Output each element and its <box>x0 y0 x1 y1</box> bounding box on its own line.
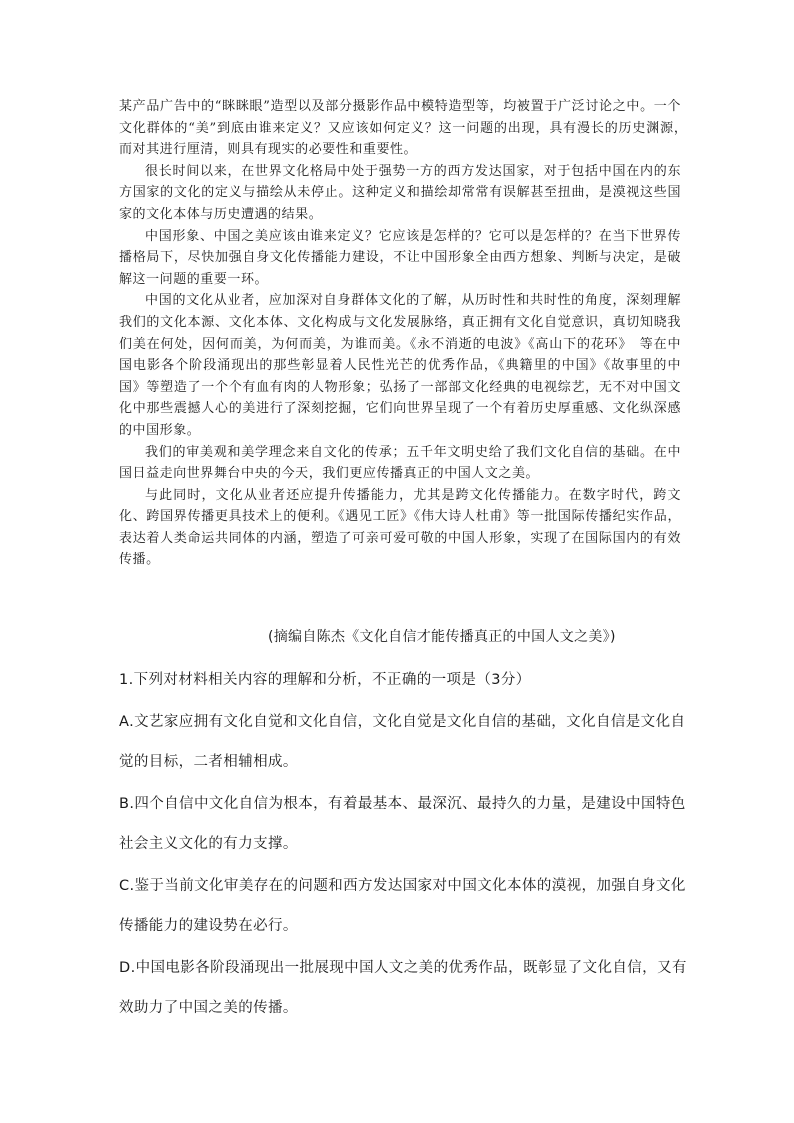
question-stem: 1.下列对材料相关内容的理解和分析，不正确的一项是（3分） <box>119 672 531 688</box>
answer-option-c: C.鉴于当前文化审美存在的问题和西方发达国家对中国文化本体的漠视，加强自身文化传播能力的建设势在必行。 <box>119 878 686 934</box>
passage-paragraph-2: 很长时间以来，在世界文化格局中处于强势一方的西方发达国家，对于包括中国在内的东方国家的文化的定义与描绘从未停止。这种定义和描绘却常常有误解甚至扭曲，是漠视这些国家的文化本体与历史遭遇的结果。 <box>119 163 681 222</box>
passage-paragraph-5: 我们的审美观和美学理念来自文化的传承；五千年文明史给了我们文化自信的基础。在中国日益走向世界舞台中央的今天，我们更应传播真正的中国人文之美。 <box>119 444 681 482</box>
answer-option-d: D.中国电影各阶段涌现出一批展现中国人文之美的优秀作品，既彰显了文化自信，又有效助力了中国之美的传播。 <box>119 960 687 1016</box>
passage-paragraph-4: 中国的文化从业者，应加深对自身群体文化的了解，从历时性和共时性的角度，深刻理解我们的文化本源、文化本体、文化构成与文化发展脉络，真正拥有文化自觉意识，真切知晓我们美在何处，因何而美，为何而美，为谁而美。《永不消逝的电波》《高山下的花环》 等在中国电影各个阶段涌现出的那些彰显着人民性光芒的优秀作品，《典籍里的中国》《故事里的中国》等塑造了一个个有血有肉的人物形象；弘扬了一部部文化经典的电视综艺，无不对中国文化中那些震撼人心的美进行了深刻挖掘，它们向世界呈现了一个有着历史厚重感、文化纵深感的中国形象。 <box>119 293 681 438</box>
passage-paragraph-3: 中国形象、中国之美应该由谁来定义？它应该是怎样的？它可以是怎样的？在当下世界传播格局下，尽快加强自身文化传播能力建设，不让中国形象全由西方想象、判断与决定，是破解这一问题的重要一环。 <box>119 228 681 287</box>
passage-source-citation: (摘编自陈杰《文化自信才能传播真正的中国人文之美》) <box>268 629 616 645</box>
passage-paragraph-6: 与此同时，文化从业者还应提升传播能力，尤其是跨文化传播能力。在数字时代，跨文化、跨国界传播更具技术上的便利。《遇见工匠》《伟大诗人杜甫》等一批国际传播纪实作品，表达着人类命运共同体的内涵，塑造了可亲可爱可敬的中国人形象，实现了在国际国内的有效传播。 <box>119 487 681 568</box>
reading-passage <box>119 96 695 571</box>
passage-paragraph-1: 某产品广告中的“眯眯眼”造型以及部分摄影作品中模特造型等，均被置于广泛讨论之中。一个文化群体的“美”到底由谁来定义？又应该如何定义？这一问题的出现，具有漫长的历史渊源， 而对其进行厘清，则具有现实的必要性和重要性。 <box>119 99 695 158</box>
answer-option-a: A.文艺家应拥有文化自觉和文化自信，文化自觉是文化自信的基础，文化自信是文化自觉的目标，二者相辅相成。 <box>119 714 686 770</box>
answer-option-b: B.四个自信中文化自信为根本，有着最基本、最深沉、最持久的力量，是建设中国特色社会主义文化的有力支撑。 <box>119 796 686 852</box>
